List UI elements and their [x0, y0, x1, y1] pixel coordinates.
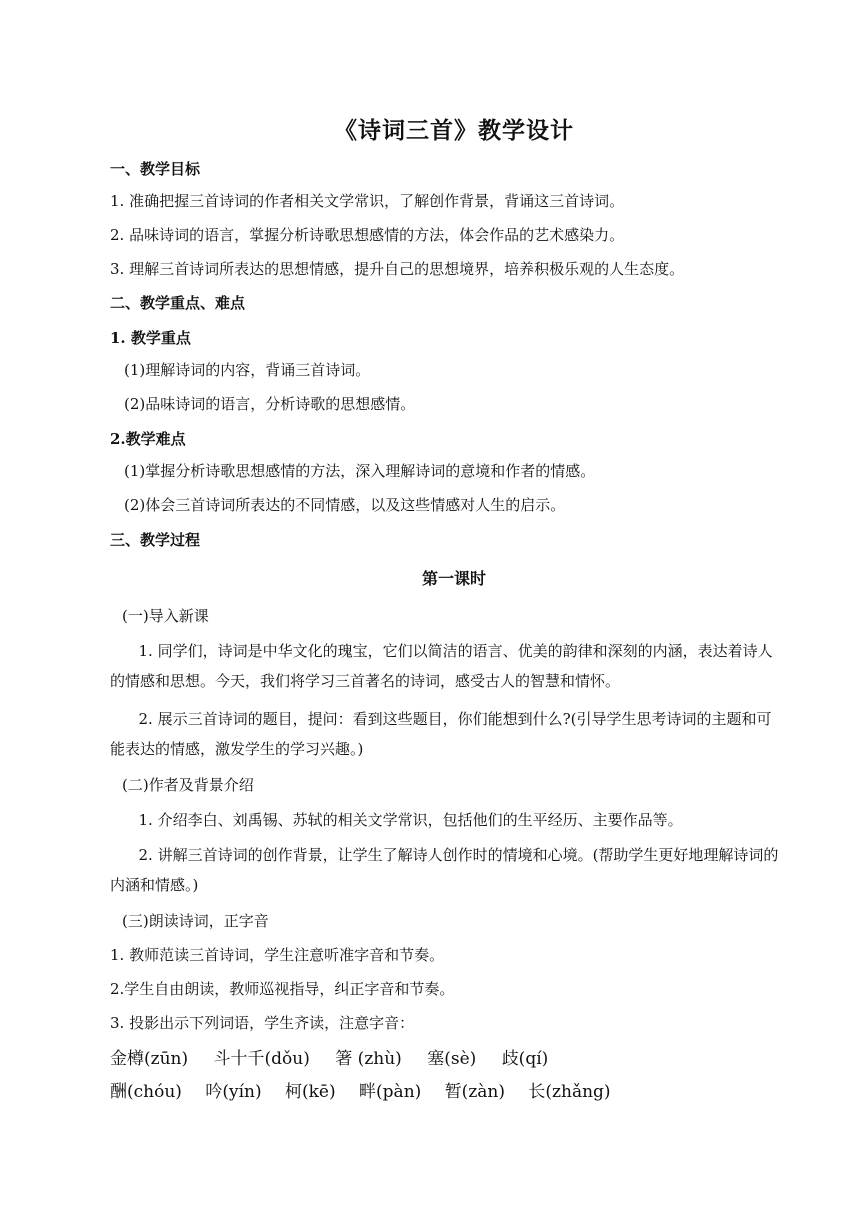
intro-item: 2. 展示三首诗词的题目，提问：看到这些题目，你们能想到什么?(引导学生思考诗词的主题和可能表达的情感，激发学生的学习兴趣。) [110, 710, 772, 758]
objective-item: 3. 理解三首诗词所表达的思想情感，提升自己的思想境界，培养积极乐观的人生态度。 [110, 260, 685, 278]
intro-item: 1. 同学们，诗词是中华文化的瑰宝，它们以简洁的语言、优美的韵律和深刻的内涵，表达着诗人的情感和思想。今天，我们将学习三首著名的诗词，感受古人的智慧和情怀。 [110, 642, 773, 690]
pinyin-word: 金樽(zūn) [110, 1049, 189, 1069]
author-item: 1. 介绍李白、刘禹锡、苏轼的相关文学常识，包括他们的生平经历、主要作品等。 [138, 811, 683, 829]
pinyin-word: 箸 (zhù) [335, 1049, 402, 1069]
subheading-difficulties: 2.教学难点 [110, 430, 186, 448]
pinyin-word: 暂(zàn) [444, 1082, 505, 1102]
pinyin-word: 酬(chóu) [110, 1082, 182, 1102]
reading-item: 3. 投影出示下列词语，学生齐读，注意字音： [110, 1014, 415, 1032]
pinyin-word: 畔(pàn) [359, 1082, 422, 1102]
pinyin-row-1 [110, 1044, 568, 1069]
objective-item: 2. 品味诗词的语言，掌握分析诗歌思想感情的方法，体会作品的艺术感染力。 [110, 226, 625, 244]
part-heading-author: (二)作者及背景介绍 [122, 776, 254, 794]
key-point-item: (1)理解诗词的内容，背诵三首诗词。 [124, 361, 371, 379]
pinyin-word: 吟(yín) [205, 1082, 262, 1102]
difficulty-item: (2)体会三首诗词所表达的不同情感，以及这些情感对人生的启示。 [124, 496, 566, 514]
section-heading-key-points: 二、教学重点、难点 [110, 294, 246, 312]
difficulty-item: (1)掌握分析诗歌思想感情的方法，深入理解诗词的意境和作者的情感。 [124, 462, 596, 480]
reading-item: 1. 教师范读三首诗词，学生注意听准字音和节奏。 [110, 946, 445, 964]
pinyin-word: 塞(sè) [427, 1049, 477, 1069]
subheading-key-points: 1. 教学重点 [110, 329, 191, 347]
reading-item: 2.学生自由朗读，教师巡视指导，纠正字音和节奏。 [110, 980, 455, 998]
pinyin-word: 歧(qí) [501, 1049, 549, 1069]
lesson-title: 第一课时 [421, 569, 486, 588]
key-point-item: (2)品味诗词的语言，分析诗歌的思想感情。 [124, 395, 416, 413]
section-heading-objectives: 一、教学目标 [110, 160, 201, 178]
section-heading-process: 三、教学过程 [110, 531, 201, 549]
pinyin-word: 斗十千(dǒu) [213, 1049, 310, 1069]
objective-item: 1. 准确把握三首诗词的作者相关文学常识，了解创作背景，背诵这三首诗词。 [110, 192, 625, 210]
pinyin-word: 长(zhǎng) [528, 1082, 611, 1102]
part-heading-intro: (一)导入新课 [122, 607, 209, 625]
part-heading-reading: (三)朗读诗词，正字音 [122, 912, 269, 930]
pinyin-row-2 [110, 1077, 629, 1102]
document-title: 《诗词三首》教学设计 [334, 117, 574, 144]
pinyin-word: 柯(kē) [285, 1082, 336, 1102]
author-item: 2. 讲解三首诗词的创作背景，让学生了解诗人创作时的情境和心境。(帮助学生更好地理解诗词的内涵和情感。) [110, 846, 779, 894]
